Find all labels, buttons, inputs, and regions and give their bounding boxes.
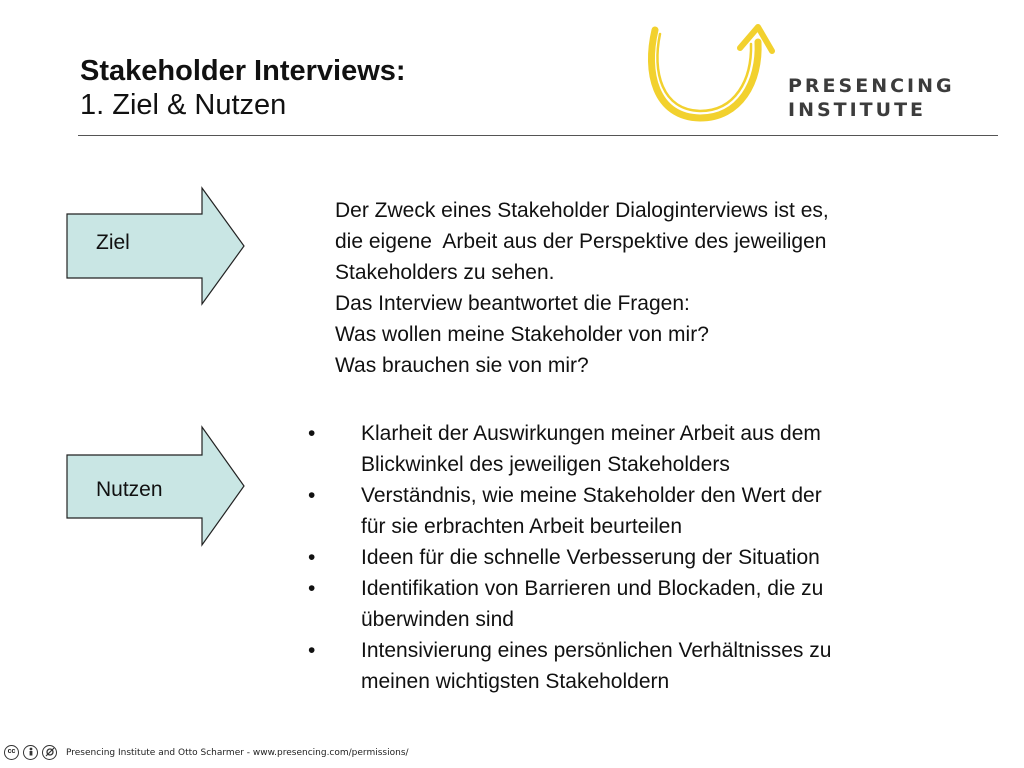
list-item-line: überwinden sind [361, 608, 514, 631]
bullet-icon: • [308, 546, 316, 569]
bullet-icon: • [308, 577, 316, 600]
ziel-text-line: die eigene Arbeit aus der Perspektive des jeweiligen [335, 230, 827, 253]
logo-line-institute: INSTITUTE [788, 99, 927, 121]
nutzen-label: Nutzen [96, 478, 163, 501]
ziel-text [335, 195, 975, 381]
by-icon [23, 745, 38, 760]
list-item-line: Identifikation von Barrieren und Blockaden, die zu [361, 577, 824, 600]
list-item-line: Intensivierung eines persönlichen Verhältnisses zu [361, 639, 832, 662]
list-item-line: Klarheit der Auswirkungen meiner Arbeit aus dem [361, 422, 821, 445]
nutzen-list [306, 418, 956, 697]
ziel-arrow [66, 186, 246, 308]
page-subtitle: 1. Ziel & Nutzen [80, 89, 287, 121]
list-item-line: Ideen für die schnelle Verbesserung der Situation [361, 546, 820, 569]
page-title: Stakeholder Interviews: [80, 55, 406, 87]
cc-icon: cc [4, 745, 19, 760]
person-icon [25, 746, 37, 758]
ziel-text-line: Der Zweck eines Stakeholder Dialoginterviews ist es, [335, 199, 829, 222]
header-divider [78, 135, 998, 136]
footer-credit: Presencing Institute and Otto Scharmer - www.presencing.com/permissions/ [66, 748, 409, 758]
dollar-icon [44, 746, 56, 758]
logo-wordmark [788, 74, 955, 122]
list-item [306, 573, 956, 635]
list-item [306, 480, 956, 542]
ziel-text-line: Das Interview beantwortet die Fragen: [335, 292, 690, 315]
ziel-text-line: Was wollen meine Stakeholder von mir? [335, 323, 709, 346]
list-item-line: Blickwinkel des jeweiligen Stakeholders [361, 453, 730, 476]
list-item [306, 542, 956, 573]
nutzen-arrow [66, 425, 246, 547]
ziel-label: Ziel [96, 231, 130, 254]
logo-line-presencing: PRESENCING [788, 75, 955, 97]
bullet-icon: • [308, 639, 316, 662]
ziel-text-line: Stakeholders zu sehen. [335, 261, 555, 284]
bullet-icon: • [308, 484, 316, 507]
title-block [80, 54, 406, 122]
list-item-line: Verständnis, wie meine Stakeholder den Wert der [361, 484, 822, 507]
ziel-text-line: Was brauchen sie von mir? [335, 354, 589, 377]
arrow-right-icon [66, 186, 246, 308]
list-item-line: meinen wichtigsten Stakeholdern [361, 670, 670, 693]
list-item [306, 635, 956, 697]
list-item [306, 418, 956, 480]
list-item-line: für sie erbrachten Arbeit beurteilen [361, 515, 683, 538]
nc-icon [42, 745, 57, 760]
bullet-icon: • [308, 422, 316, 445]
